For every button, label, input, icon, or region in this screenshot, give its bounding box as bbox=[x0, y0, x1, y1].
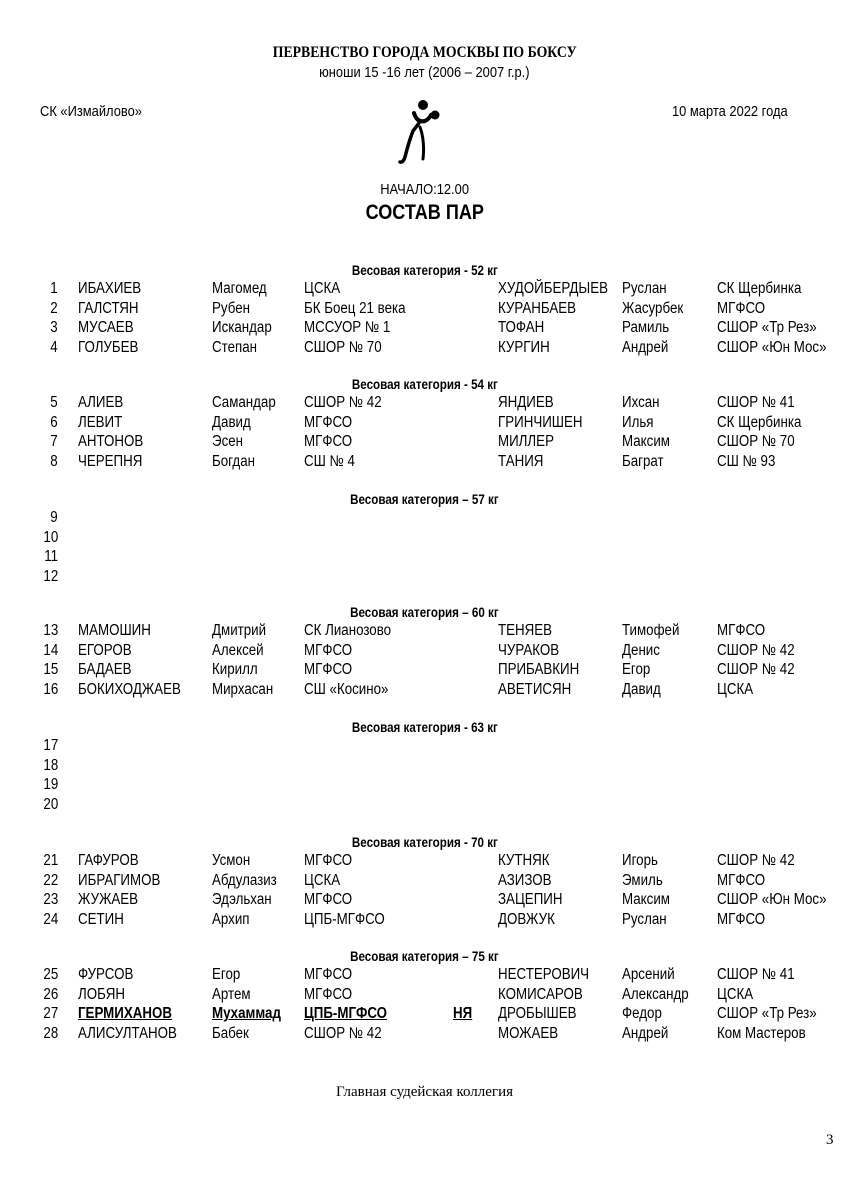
boxer2-surname: ЗАЦЕПИН bbox=[498, 891, 563, 909]
boxer1-name: Дмитрий bbox=[212, 622, 267, 639]
boxer2-club: ЦСКА bbox=[717, 680, 754, 698]
boxer2-name: Давид bbox=[622, 680, 661, 698]
boxer2-surname: ДРОБЫШЕВ bbox=[498, 1005, 577, 1023]
boxer1-name: Бабек bbox=[212, 1024, 249, 1042]
boxer2-surname: ПРИБАВКИН bbox=[498, 661, 580, 679]
boxer1-name: Богдан bbox=[212, 452, 255, 470]
boxer2-club: СШОР № 41 bbox=[717, 966, 795, 983]
boxer2-club: СШОР «Тр Рез» bbox=[717, 319, 817, 337]
boxer2-surname: ТОФАН bbox=[498, 319, 545, 337]
boxer2-surname: КУРГИН bbox=[498, 338, 550, 356]
boxer2-surname: ЧУРАКОВ bbox=[498, 641, 560, 659]
pair-number: 18 bbox=[43, 756, 58, 774]
boxer2-name: Александр bbox=[622, 985, 689, 1003]
pair-number: 24 bbox=[43, 910, 58, 928]
pair-number: 9 bbox=[50, 509, 58, 526]
boxer2-name: Андрей bbox=[622, 338, 669, 356]
boxer2-name: Ихсан bbox=[622, 394, 660, 411]
weight-category-heading: Весовая категория – 57 кг bbox=[350, 492, 499, 507]
boxer1-name: Самандар bbox=[212, 394, 276, 411]
judges-committee: Главная судейская коллегия bbox=[336, 1084, 513, 1100]
boxer2-name: Егор bbox=[622, 661, 651, 679]
pair-number: 26 bbox=[43, 985, 58, 1003]
boxer1-surname: АНТОНОВ bbox=[78, 433, 144, 451]
boxer1-surname: ЧЕРЕПНЯ bbox=[78, 452, 143, 470]
boxer1-surname: ЕГОРОВ bbox=[78, 641, 132, 659]
pair-number: 12 bbox=[43, 567, 58, 585]
boxer2-surname: ГРИНЧИШЕН bbox=[498, 413, 583, 431]
boxer2-surname: ЯНДИЕВ bbox=[498, 394, 554, 411]
boxer-icon bbox=[395, 97, 445, 172]
pair-number: 14 bbox=[43, 641, 58, 659]
pair-number: 19 bbox=[43, 776, 58, 794]
boxer1-name: Артем bbox=[212, 985, 251, 1003]
boxer2-surname: МИЛЛЕР bbox=[498, 433, 554, 451]
weight-category-heading: Весовая категория - 70 кг bbox=[351, 835, 498, 850]
boxer1-surname: ГАФУРОВ bbox=[78, 852, 139, 869]
pair-number: 1 bbox=[50, 280, 58, 297]
pair-number: 27 bbox=[43, 1005, 58, 1023]
boxer1-name: Алексей bbox=[212, 641, 264, 659]
boxer2-surname: КУРАНБАЕВ bbox=[498, 299, 577, 317]
boxer1-club: МГФСО bbox=[304, 891, 353, 909]
boxer1-name: Архип bbox=[212, 910, 250, 928]
weight-category-heading: Весовая категория – 75 кг bbox=[350, 949, 499, 964]
boxer2-surname: НЕСТЕРОВИЧ bbox=[498, 966, 590, 983]
boxer2-club: СШ № 93 bbox=[717, 452, 776, 470]
boxer1-surname: СЕТИН bbox=[78, 910, 124, 928]
boxer1-name: Кирилл bbox=[212, 661, 258, 679]
pair-number: 5 bbox=[50, 394, 58, 411]
boxer1-name: Степан bbox=[212, 338, 257, 356]
pair-number: 8 bbox=[50, 452, 58, 470]
boxer2-club: СК Щербинка bbox=[717, 413, 802, 431]
boxer1-surname: АЛИСУЛТАНОВ bbox=[78, 1024, 177, 1042]
weight-category-heading: Весовая категория – 60 кг bbox=[350, 605, 499, 620]
boxer1-surname: ГАЛСТЯН bbox=[78, 299, 139, 317]
boxer2-name: Максим bbox=[622, 433, 670, 451]
pair-number: 7 bbox=[50, 433, 58, 451]
boxer1-name: Абдулазиз bbox=[212, 871, 277, 889]
boxer2-surname: АВЕТИСЯН bbox=[498, 680, 572, 698]
boxer2-name: Тимофей bbox=[622, 622, 680, 639]
boxer1-club: МГФСО bbox=[304, 852, 353, 869]
boxer1-club: ЦПБ-МГФСО bbox=[304, 1005, 388, 1023]
boxer2-name: Илья bbox=[622, 413, 654, 431]
boxer1-club: СШ № 4 bbox=[304, 452, 355, 470]
no-show-mark: НЯ bbox=[453, 1005, 473, 1023]
boxer2-name: Арсений bbox=[622, 966, 675, 983]
boxer2-club: СШОР «Юн Мос» bbox=[717, 891, 827, 909]
boxer1-surname: БОКИХОДЖАЕВ bbox=[78, 680, 181, 698]
boxer2-surname: КОМИСАРОВ bbox=[498, 985, 583, 1003]
pair-number: 4 bbox=[50, 338, 58, 356]
boxer2-name: Эмиль bbox=[622, 871, 663, 889]
venue: СК «Измайлово» bbox=[40, 103, 142, 120]
boxer1-club: СШОР № 42 bbox=[304, 1024, 382, 1042]
boxer2-club: ЦСКА bbox=[717, 985, 754, 1003]
boxer2-name: Руслан bbox=[622, 280, 667, 297]
boxer1-club: СШ «Косино» bbox=[304, 680, 389, 698]
boxer1-name: Рубен bbox=[212, 299, 250, 317]
competition-title: ПЕРВЕНСТВО ГОРОДА МОСКВЫ ПО БОКСУ bbox=[272, 44, 577, 61]
boxer1-club: МГФСО bbox=[304, 413, 353, 431]
boxer2-club: СК Щербинка bbox=[717, 280, 802, 297]
boxer1-name: Эсен bbox=[212, 433, 244, 451]
boxer2-club: СШОР «Тр Рез» bbox=[717, 1005, 817, 1023]
boxer1-club: МГФСО bbox=[304, 433, 353, 451]
boxer1-club: СШОР № 70 bbox=[304, 338, 382, 356]
pair-number: 25 bbox=[43, 966, 58, 983]
document-title: СОСТАВ ПАР bbox=[365, 201, 484, 224]
page-number: 3 bbox=[826, 1132, 834, 1148]
boxer1-club: МССУОР № 1 bbox=[304, 319, 391, 337]
boxer1-club: ЦПБ-МГФСО bbox=[304, 910, 385, 928]
boxer2-surname: ТЕНЯЕВ bbox=[498, 622, 553, 639]
boxer2-surname: МОЖАЕВ bbox=[498, 1024, 559, 1042]
boxer1-surname: ГОЛУБЕВ bbox=[78, 338, 139, 356]
boxer1-name: Эдэльхан bbox=[212, 891, 272, 909]
boxer2-club: СШОР № 70 bbox=[717, 433, 795, 451]
weight-category-heading: Весовая категория - 52 кг bbox=[351, 263, 498, 278]
pair-number: 13 bbox=[43, 622, 58, 639]
boxer2-surname: АЗИЗОВ bbox=[498, 871, 552, 889]
boxer1-surname: АЛИЕВ bbox=[78, 394, 124, 411]
boxer2-club: МГФСО bbox=[717, 622, 766, 639]
boxer1-club: СШОР № 42 bbox=[304, 394, 382, 411]
boxer2-club: МГФСО bbox=[717, 910, 766, 928]
boxer2-club: СШОР № 42 bbox=[717, 641, 795, 659]
boxer1-name: Мирхасан bbox=[212, 680, 274, 698]
boxer1-name: Усмон bbox=[212, 852, 251, 869]
boxer1-surname: БАДАЕВ bbox=[78, 661, 132, 679]
pair-number: 6 bbox=[50, 413, 58, 431]
boxer2-surname: ДОВЖУК bbox=[498, 910, 555, 928]
boxer1-club: БК Боец 21 века bbox=[304, 299, 406, 317]
boxer2-name: Андрей bbox=[622, 1024, 669, 1042]
boxer2-name: Баграт bbox=[622, 452, 664, 470]
boxer1-club: ЦСКА bbox=[304, 280, 341, 297]
boxer1-club: МГФСО bbox=[304, 966, 353, 983]
boxer1-surname: ЖУЖАЕВ bbox=[78, 891, 139, 909]
pair-number: 28 bbox=[43, 1024, 58, 1042]
boxer1-club: МГФСО bbox=[304, 985, 353, 1003]
boxer2-club: МГФСО bbox=[717, 299, 766, 317]
event-date: 10 марта 2022 года bbox=[672, 103, 788, 120]
boxer1-surname: ЛОБЯН bbox=[78, 985, 125, 1003]
pair-number: 21 bbox=[43, 852, 58, 869]
boxer1-surname: ИБРАГИМОВ bbox=[78, 871, 161, 889]
boxer2-name: Максим bbox=[622, 891, 670, 909]
weight-category-heading: Весовая категория - 63 кг bbox=[351, 720, 498, 735]
pair-number: 3 bbox=[50, 319, 58, 337]
age-group: юноши 15 -16 лет (2006 – 2007 г.р.) bbox=[319, 64, 530, 81]
pair-number: 23 bbox=[43, 891, 58, 909]
pair-number: 15 bbox=[43, 661, 58, 679]
boxer1-name: Давид bbox=[212, 413, 251, 431]
boxer1-surname: ФУРСОВ bbox=[78, 966, 134, 983]
boxer2-club: СШОР «Юн Мос» bbox=[717, 338, 827, 356]
boxer1-surname: ГЕРМИХАНОВ bbox=[78, 1005, 172, 1023]
boxer1-surname: МУСАЕВ bbox=[78, 319, 134, 337]
boxer1-club: МГФСО bbox=[304, 661, 353, 679]
boxer2-surname: ХУДОЙБЕРДЫЕВ bbox=[498, 280, 608, 297]
boxer1-club: СК Лианозово bbox=[304, 622, 392, 639]
boxer1-surname: ИБАХИЕВ bbox=[78, 280, 142, 297]
boxer2-name: Рамиль bbox=[622, 319, 670, 337]
boxer2-club: Ком Мастеров bbox=[717, 1024, 806, 1042]
boxer2-club: МГФСО bbox=[717, 871, 766, 889]
pair-number: 11 bbox=[44, 548, 58, 566]
boxer2-club: СШОР № 42 bbox=[717, 852, 795, 869]
pair-number: 17 bbox=[43, 737, 58, 754]
boxer2-surname: ТАНИЯ bbox=[498, 452, 544, 470]
pair-number: 10 bbox=[43, 528, 58, 546]
boxer1-surname: ЛЕВИТ bbox=[78, 413, 123, 431]
boxer1-surname: МАМОШИН bbox=[78, 622, 151, 639]
pair-number: 16 bbox=[43, 680, 58, 698]
boxer2-name: Денис bbox=[622, 641, 660, 659]
boxer2-name: Руслан bbox=[622, 910, 667, 928]
weight-category-heading: Весовая категория - 54 кг bbox=[351, 377, 498, 392]
boxer1-club: ЦСКА bbox=[304, 871, 341, 889]
pair-number: 20 bbox=[43, 795, 58, 813]
boxer1-name: Мухаммад bbox=[212, 1005, 281, 1023]
boxer2-surname: КУТНЯК bbox=[498, 852, 550, 869]
pair-number: 2 bbox=[50, 299, 58, 317]
boxer1-name: Искандар bbox=[212, 319, 272, 337]
boxer1-name: Егор bbox=[212, 966, 241, 983]
boxer2-club: СШОР № 41 bbox=[717, 394, 795, 411]
boxer2-name: Жасурбек bbox=[622, 299, 684, 317]
start-time: НАЧАЛО:12.00 bbox=[380, 181, 469, 198]
boxer1-name: Магомед bbox=[212, 280, 267, 297]
boxer2-name: Федор bbox=[622, 1005, 662, 1023]
boxer1-club: МГФСО bbox=[304, 641, 353, 659]
boxer2-club: СШОР № 42 bbox=[717, 661, 795, 679]
pair-number: 22 bbox=[43, 871, 58, 889]
boxer2-name: Игорь bbox=[622, 852, 658, 869]
